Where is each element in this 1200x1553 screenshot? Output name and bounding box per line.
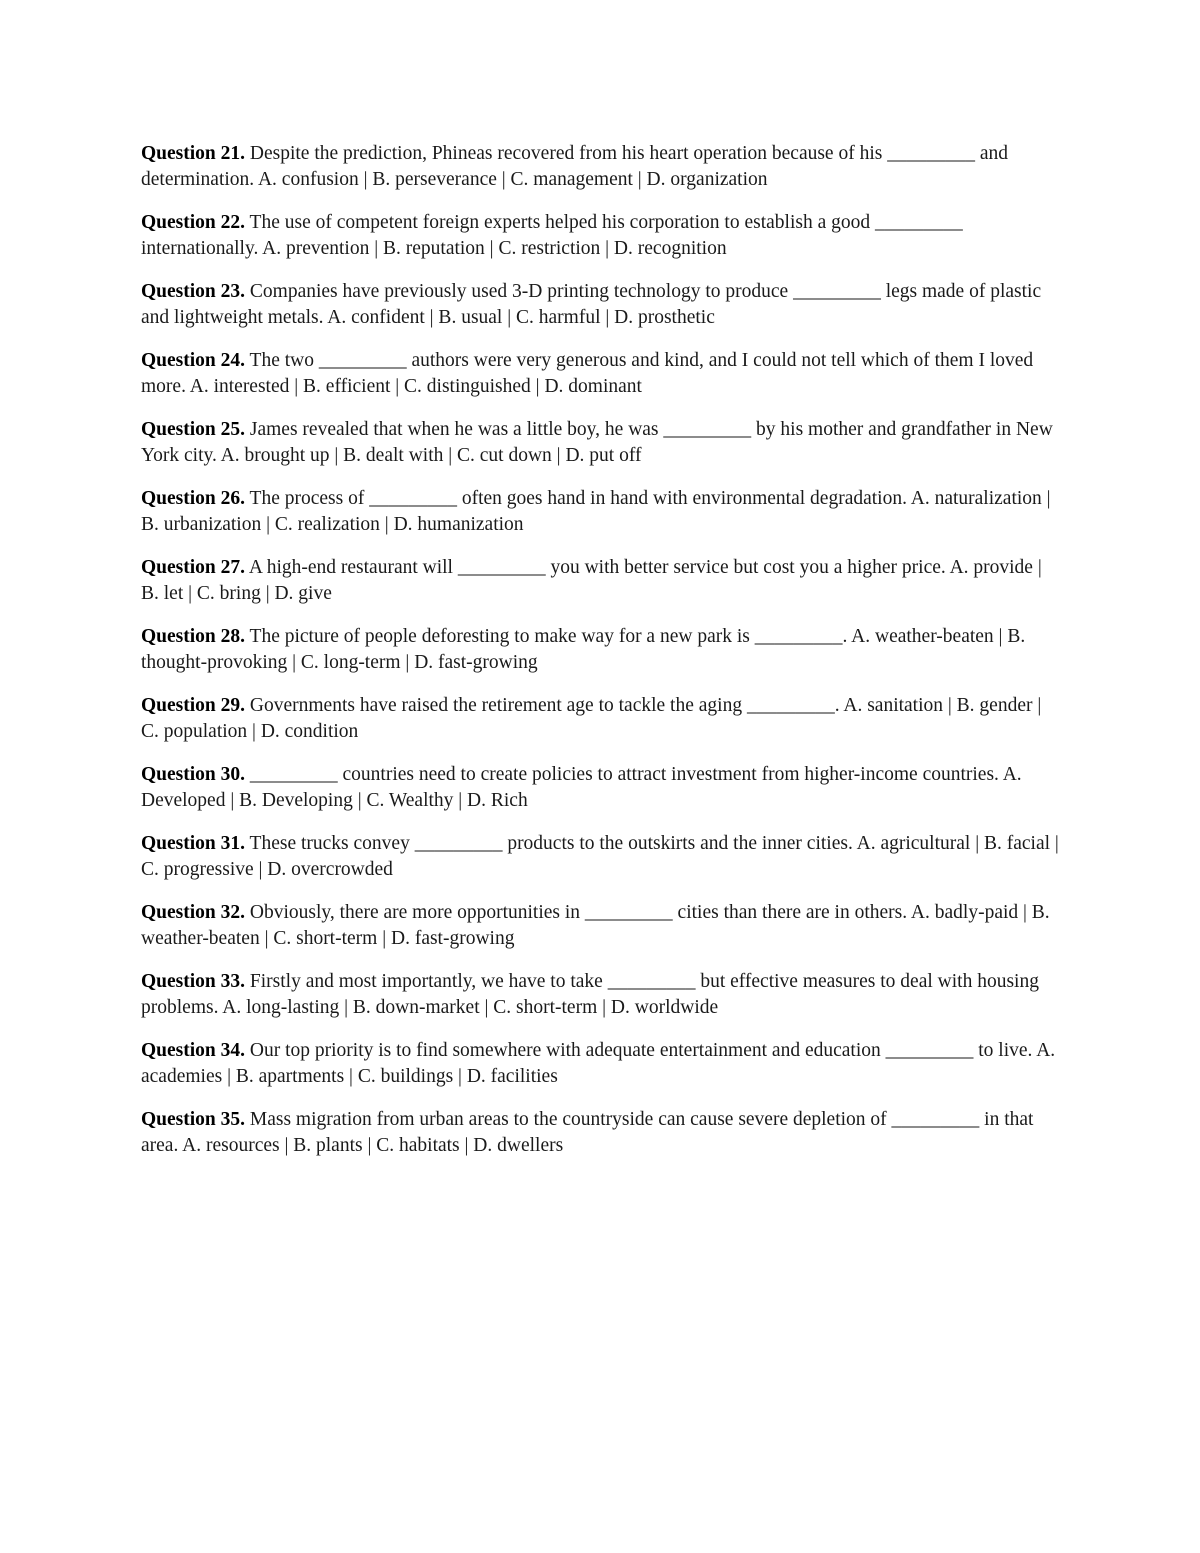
question-label: Question 21.	[141, 143, 246, 164]
question-28	[141, 624, 1061, 676]
question-label: Question 26.	[141, 488, 246, 509]
question-label: Question 33.	[141, 971, 246, 992]
question-text: Firstly and most importantly, we have to take _________ but effective measures to deal with housing problems. A. long-lasting | B. down-market | C. short-term | D. worldwide	[141, 971, 1039, 1018]
question-text: _________ countries need to create policies to attract investment from higher-income countries. A. Developed | B. Developing | C. Wealthy | D. Rich	[141, 764, 1022, 811]
question-23	[141, 279, 1061, 331]
question-text: The two _________ authors were very generous and kind, and I could not tell which of them I loved more. A. interested | B. efficient | C. distinguished | D. dominant	[141, 350, 1034, 397]
question-25	[141, 417, 1061, 469]
question-text: The picture of people deforesting to make way for a new park is _________. A. weather-beaten | B. thought-provoking | C. long-term | D. fast-growing	[141, 626, 1026, 673]
question-text: A high-end restaurant will _________ you with better service but cost you a higher price. A. provide | B. let | C. bring | D. give	[141, 557, 1042, 604]
question-label: Question 35.	[141, 1109, 246, 1130]
question-text: James revealed that when he was a little boy, he was _________ by his mother and grandfather in New York city. A. brought up | B. dealt with | C. cut down | D. put off	[141, 419, 1053, 466]
question-33	[141, 969, 1061, 1021]
document-page	[141, 141, 1061, 1176]
question-label: Question 32.	[141, 902, 246, 923]
question-34	[141, 1038, 1061, 1090]
question-text: Obviously, there are more opportunities in _________ cities than there are in others. A. badly-paid | B. weather-beaten | C. short-term | D. fast-growing	[141, 902, 1050, 949]
question-label: Question 29.	[141, 695, 246, 716]
question-30	[141, 762, 1061, 814]
question-29	[141, 693, 1061, 745]
question-35	[141, 1107, 1061, 1159]
question-label: Question 22.	[141, 212, 246, 233]
question-label: Question 24.	[141, 350, 246, 371]
question-27	[141, 555, 1061, 607]
question-label: Question 28.	[141, 626, 246, 647]
question-text: Mass migration from urban areas to the countryside can cause severe depletion of _________ in that area. A. resources | B. plants | C. habitats | D. dwellers	[141, 1109, 1034, 1156]
question-text: The use of competent foreign experts helped his corporation to establish a good _________ internationally. A. prevention | B. reputation | C. restriction | D. recognition	[141, 212, 963, 259]
question-32	[141, 900, 1061, 952]
question-21	[141, 141, 1061, 193]
question-label: Question 30.	[141, 764, 246, 785]
question-text: Our top priority is to find somewhere with adequate entertainment and education _________ to live. A. academies | B. apartments | C. buildings | D. facilities	[141, 1040, 1056, 1087]
question-text: Despite the prediction, Phineas recovered from his heart operation because of his _________ and determination. A. confusion | B. perseverance | C. management | D. organization	[141, 143, 1008, 190]
question-text: Companies have previously used 3-D printing technology to produce _________ legs made of plastic and lightweight metals. A. confident | B. usual | C. harmful | D. prosthetic	[141, 281, 1042, 328]
question-label: Question 31.	[141, 833, 246, 854]
question-text: Governments have raised the retirement age to tackle the aging _________. A. sanitation | B. gender | C. population | D. condition	[141, 695, 1042, 742]
question-label: Question 23.	[141, 281, 246, 302]
question-text: These trucks convey _________ products to the outskirts and the inner cities. A. agricultural | B. facial | C. progressive | D. overcrowded	[141, 833, 1059, 880]
question-26	[141, 486, 1061, 538]
question-31	[141, 831, 1061, 883]
question-22	[141, 210, 1061, 262]
question-label: Question 25.	[141, 419, 246, 440]
question-text: The process of _________ often goes hand in hand with environmental degradation. A. naturalization | B. urbanization | C. realization | D. humanization	[141, 488, 1051, 535]
question-24	[141, 348, 1061, 400]
question-label: Question 27.	[141, 557, 246, 578]
question-label: Question 34.	[141, 1040, 246, 1061]
